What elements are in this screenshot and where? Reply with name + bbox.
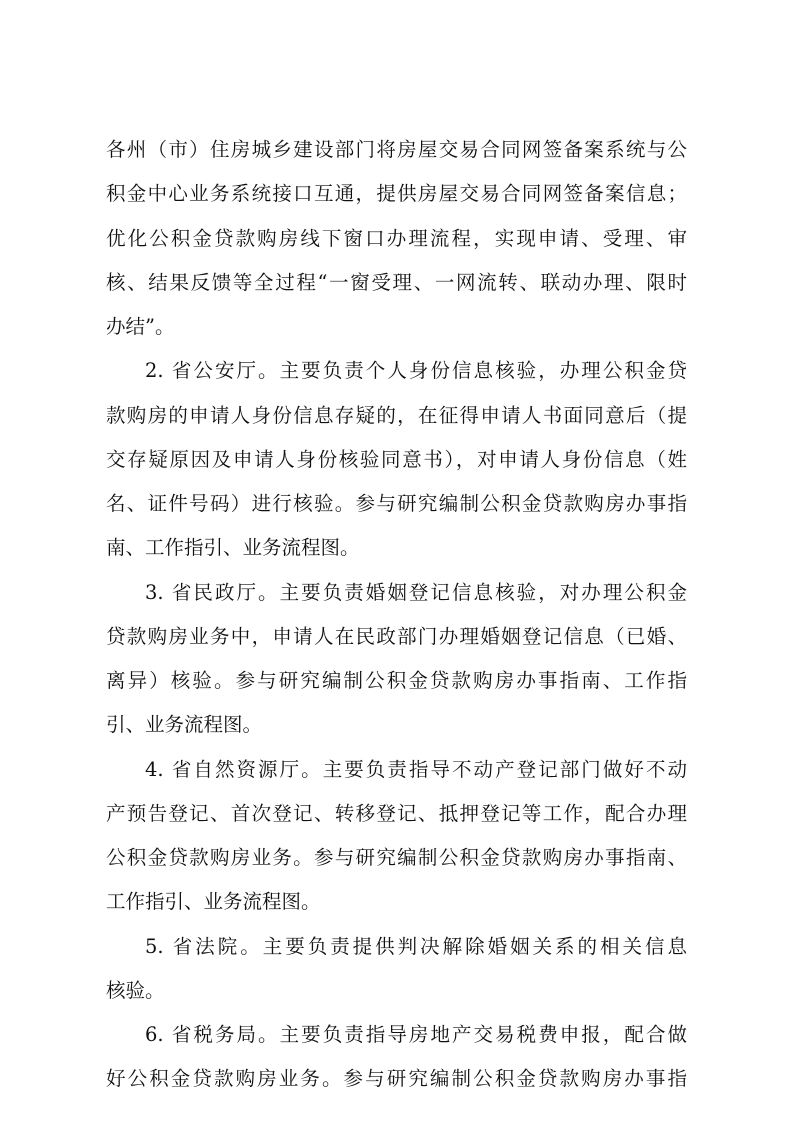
paragraph-first-line: 3. 省民政厅。主要负责婚姻登记信息核验，对办理公积金 [145, 581, 687, 604]
text-line: 积金中心业务系统接口互通，提供房屋交易合同网签备案信息； [106, 182, 687, 205]
text-line: 款购房的申请人身份信息存疑的，在征得申请人书面同意后（提 [106, 404, 687, 427]
text-line: 引、业务流程图。 [106, 713, 263, 736]
paragraph-first-line: 4. 省自然资源厅。主要负责指导不动产登记部门做好不动 [145, 758, 687, 781]
text-line: 离异）核验。参与研究编制公积金贷款购房办事指南、工作指 [106, 669, 687, 692]
text-line: 产预告登记、首次登记、转移登记、抵押登记等工作，配合办理 [106, 802, 687, 825]
text-line: 各州（市）住房城乡建设部门将房屋交易合同网签备案系统与公 [106, 138, 687, 161]
paragraph-first-line: 6. 省税务局。主要负责指导房地产交易税费申报，配合做 [145, 1023, 687, 1046]
text-line: 公积金贷款购房业务。参与研究编制公积金贷款购房办事指南、 [106, 846, 687, 869]
text-line: 南、工作指引、业务流程图。 [106, 536, 360, 559]
text-line: 核验。 [106, 979, 165, 1002]
text-line: 核、结果反馈等全过程“一窗受理、一网流转、联动办理、限时 [106, 271, 687, 294]
text-line: 交存疑原因及申请人身份核验同意书），对申请人身份信息（姓 [106, 448, 687, 471]
text-line: 工作指引、业务流程图。 [106, 890, 321, 913]
text-line: 好公积金贷款购房业务。参与研究编制公积金贷款购房办事指 [106, 1067, 687, 1090]
text-line: 优化公积金贷款购房线下窗口办理流程，实现申请、受理、审 [106, 227, 687, 250]
paragraph-first-line: 5. 省法院。主要负责提供判决解除婚姻关系的相关信息 [145, 935, 687, 958]
paragraph-first-line: 2. 省公安厅。主要负责个人身份信息核验，办理公积金贷 [145, 359, 687, 382]
text-line: 名、证件号码）进行核验。参与研究编制公积金贷款购房办事指 [106, 492, 687, 515]
text-line: 办结”。 [106, 315, 175, 338]
text-line: 贷款购房业务中，申请人在民政部门办理婚姻登记信息（已婚、 [106, 625, 687, 648]
